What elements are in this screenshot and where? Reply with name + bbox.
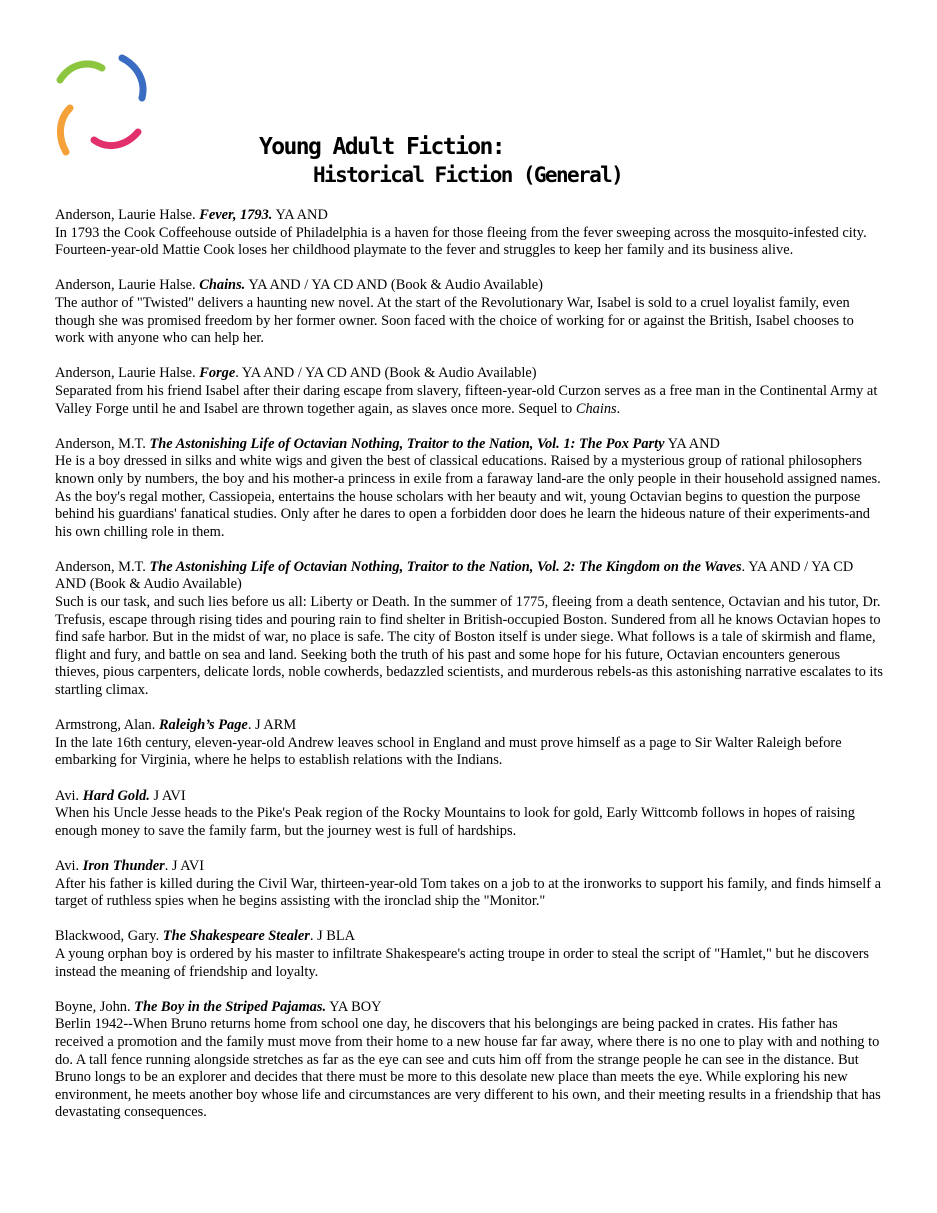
book-title: The Astonishing Life of Octavian Nothing, Traitor to the Nation, Vol. 1: The Pox Party	[149, 435, 665, 452]
author: Anderson, Laurie Halse.	[55, 207, 200, 223]
description-text: Separated from his friend Isabel after their daring escape from slavery, fifteen-year-old Curzon serves as a free man in the Continental Army at Valley Forge until he and Isabel are thrown together again, as slaves once more. Sequel to	[55, 382, 878, 417]
entry-heading	[55, 788, 885, 806]
author: Avi.	[55, 787, 83, 804]
entry-heading	[55, 858, 885, 876]
call-number: YA AND / YA CD AND (Book & Audio Available)	[245, 277, 543, 294]
entry-heading	[55, 365, 885, 383]
book-title: Forge	[199, 365, 236, 382]
entry-heading	[55, 717, 885, 735]
entry-heading	[55, 559, 885, 594]
book-description: After his father is killed during the Civil War, thirteen-year-old Tom takes on a job to at the ironworks to support his family, and finds himself a target of ruthless spies when he begins assisting with the ironclad ship the "Monitor."	[55, 875, 881, 910]
call-number: . YA AND / YA CD AND (Book & Audio Available)	[55, 558, 854, 593]
book-description: The author of "Twisted" delivers a haunting new novel. At the start of the Revolutionary War, Isabel is sold to a cruel loyalist family, even though she was promised freedom by her former owner. Soon faced with the choice of working for or against the British, Isabel chooses to work with anyone who can help her.	[55, 294, 854, 347]
call-number: J AVI	[149, 787, 186, 804]
book-title: Raleigh’s Page	[158, 717, 248, 734]
author: Blackwood, Gary.	[55, 928, 163, 945]
book-entry	[55, 999, 885, 1122]
book-list	[55, 207, 885, 1139]
call-number: YA AND	[664, 435, 720, 452]
pinwheel-logo-icon	[52, 52, 148, 160]
book-description: In 1793 the Cook Coffeehouse outside of Philadelphia is a haven for those fleeing from the fever sweeping across the mosquito-infested city. Fourteen-year-old Mattie Cook loses her childhood playmate to the fever and struggles to keep her family and its business alive.	[55, 224, 867, 259]
page-subtitle: Historical Fiction (General)	[313, 163, 623, 187]
book-title: Fever, 1793.	[199, 207, 273, 223]
author: Anderson, Laurie Halse.	[55, 277, 200, 294]
book-title: The Shakespeare Stealer	[162, 928, 310, 945]
book-title: Chains.	[199, 277, 246, 294]
book-description: When his Uncle Jesse heads to the Pike's Peak region of the Rocky Mountains to look for gold, Early Wittcomb follows in hopes of raising enough money to save the family farm, but the journey west is full of hardships.	[55, 805, 855, 839]
book-entry	[55, 717, 885, 770]
book-description: In the late 16th century, eleven-year-old Andrew leaves school in England and must prove himself as a page to Sir Walter Raleigh before embarking for Virginia, where he helps to establish relations with the Indians.	[55, 734, 842, 769]
call-number: . YA AND / YA CD AND (Book & Audio Available)	[235, 365, 537, 382]
book-description: Such is our task, and such lies before us all: Liberty or Death. In the summer of 1775, fleeing from a death sentence, Octavian and his tutor, Dr. Trefusis, escape through rising tides and pouring rain to find shelter in British-occupied Boston. Sundered from all he knows Octavian hopes to find safe harbor. But in the midst of war, no place is safe. The city of Boston itself is under siege. What follows is a tale of skirmish and flame, flight and fury, and battle on sea and land. Seeking both the truth of his past and some hope for his future, Octavian encounters generous thieves, pious carpenters, delicate lords, noble cowherds, bedazzled scientists, and murderous rebels-as this astonishing narrative escalates to its startling climax.	[55, 594, 884, 699]
book-entry	[55, 928, 885, 981]
page-title: Young Adult Fiction:	[259, 134, 504, 160]
book-title: The Boy in the Striped Pajamas.	[134, 998, 327, 1015]
book-title: The Astonishing Life of Octavian Nothing, Traitor to the Nation, Vol. 2: The Kingdom on the Waves	[149, 558, 742, 575]
book-entry	[55, 207, 885, 260]
author: Anderson, Laurie Halse.	[55, 365, 200, 382]
author: Anderson, M.T.	[55, 558, 150, 575]
book-entry	[55, 436, 885, 542]
sequel-title: Chains	[575, 400, 617, 417]
entry-heading	[55, 277, 885, 295]
book-description: A young orphan boy is ordered by his master to infiltrate Shakespeare's acting troupe in order to steal the script of "Hamlet," but he discovers instead the meaning of friendship and loyalty.	[55, 945, 870, 980]
entry-heading	[55, 999, 885, 1017]
call-number: . J BLA	[309, 928, 356, 945]
book-title: Hard Gold.	[82, 787, 150, 804]
book-entry	[55, 365, 885, 418]
call-number: . J AVI	[164, 857, 205, 874]
call-number: YA BOY	[326, 998, 382, 1015]
book-description: He is a boy dressed in silks and white wigs and given the best of classical educations. Raised by a mysterious group of rational philosophers known only by numbers, the boy and his mother-a princess in exile from a faraway land-are the only people in their household assigned names. As the boy's regal mother, Cassiopeia, entertains the house scholars with her beauty and wit, young Octavian begins to question the purpose behind his guardians' fanatical studies. Only after he dares to open a forbidden door does he learn the hideous nature of their experiments-and his own chilling role in them.	[55, 453, 881, 540]
book-entry	[55, 559, 885, 700]
book-entry	[55, 858, 885, 911]
book-entry	[55, 788, 885, 841]
author: Avi.	[55, 857, 83, 874]
book-entry	[55, 277, 885, 347]
entry-heading	[55, 207, 885, 225]
call-number: YA AND	[272, 207, 328, 223]
book-title: Iron Thunder	[82, 857, 165, 874]
author: Armstrong, Alan.	[55, 717, 159, 734]
book-description	[55, 383, 885, 418]
description-end: .	[616, 400, 621, 417]
book-description: Berlin 1942--When Bruno returns home from school one day, he discovers that his belongings are being packed in crates. His father has received a promotion and the family must move from their home to a new house far far away, where there is no one to play with and nothing to do. A tall fence running alongside stretches as far as the eye can see and cuts him off from the strange people he can see in the distance. But Bruno longs to be an explorer and decides that there must be more to this desolate new place than meets the eye. While exploring his new environment, he meets another boy whose life and circumstances are very different to his own, and their meeting results in a friendship that has devastating consequences.	[55, 1016, 881, 1121]
call-number: . J ARM	[247, 717, 297, 734]
author: Anderson, M.T.	[55, 435, 150, 452]
entry-heading	[55, 436, 885, 454]
author: Boyne, John.	[55, 998, 135, 1015]
entry-heading	[55, 928, 885, 946]
